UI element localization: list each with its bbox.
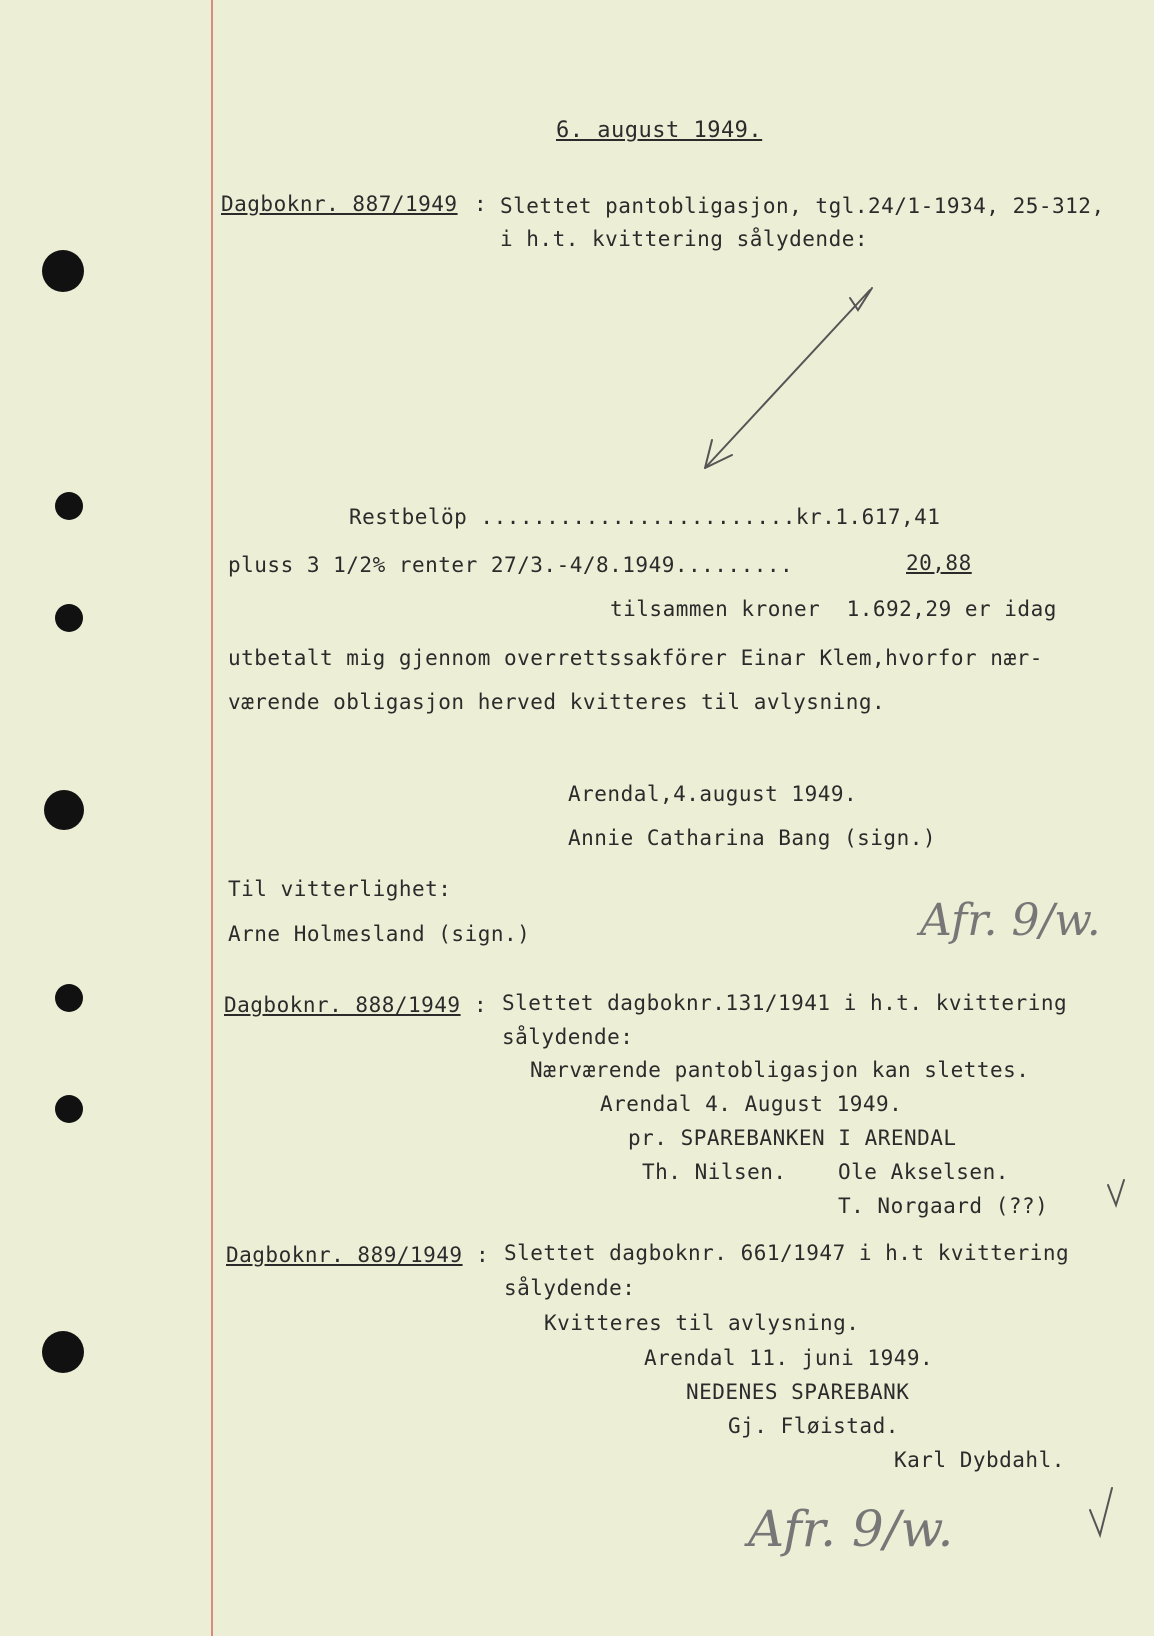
entry-887-colon: : <box>474 192 488 216</box>
interest-amount: 20,88 <box>906 551 972 575</box>
entry-889-line6: Gj. Fløistad. <box>728 1414 899 1438</box>
entry-888-line5: pr. SPAREBANKEN I ARENDAL <box>628 1126 957 1150</box>
interest-line: pluss 3 1/2% renter 27/3.-4/8.1949......... <box>228 553 794 577</box>
entry-888-line1: Slettet dagboknr.131/1941 i h.t. kvittering <box>502 991 1068 1015</box>
entry-887-line1: Slettet pantobligasjon, tgl.24/1-1934, 25-312, <box>500 194 1105 218</box>
rest-amount-line: Restbelöp ........................kr.1.617,41 <box>349 505 941 529</box>
entry-889-line5: NEDENES SPAREBANK <box>686 1380 910 1404</box>
witness-name: Arne Holmesland (sign.) <box>228 922 531 946</box>
entry-888-number: Dagboknr. 888/1949 <box>224 993 461 1017</box>
entry-889-line7: Karl Dybdahl. <box>894 1448 1065 1472</box>
entry-888-line2: sålydende: <box>502 1025 634 1049</box>
arrow-icon <box>705 290 870 468</box>
entry-888-line6b: Ole Akselsen. <box>838 1160 1009 1184</box>
entry-889-number: Dagboknr. 889/1949 <box>226 1243 463 1267</box>
check-mark-icon <box>1090 1488 1112 1535</box>
entry-888-line6a: Th. Nilsen. <box>642 1160 787 1184</box>
receipt-signer: Annie Catharina Bang (sign.) <box>568 826 937 850</box>
entry-889-line2: sålydende: <box>504 1276 636 1300</box>
entry-888-line4: Arendal 4. August 1949. <box>600 1092 903 1116</box>
page-date: 6. august 1949. <box>556 118 763 143</box>
receipt-body-line2: værende obligasjon herved kvitteres til avlysning. <box>228 690 886 714</box>
entry-888-line3: Nærværende pantobligasjon kan slettes. <box>530 1058 1030 1082</box>
receipt-body-line1: utbetalt mig gjennom overrettssakförer Einar Klem,hvorfor nær- <box>228 646 1043 670</box>
check-mark-icon <box>1108 1180 1124 1205</box>
entry-889-colon: : <box>476 1243 490 1267</box>
entry-889-line4: Arendal 11. juni 1949. <box>644 1346 934 1370</box>
handwritten-annotation: Afr. 9/w. <box>920 895 1101 946</box>
entry-889-line3: Kvitteres til avlysning. <box>544 1311 860 1335</box>
entry-887-line2: i h.t. kvittering sålydende: <box>500 227 869 251</box>
handwritten-annotation: Afr. 9/w. <box>748 1500 954 1558</box>
total-line: tilsammen kroner 1.692,29 er idag <box>610 597 1057 621</box>
entry-888-line7: T. Norgaard (??) <box>838 1194 1049 1218</box>
witness-label: Til vitterlighet: <box>228 877 452 901</box>
entry-889-line1: Slettet dagboknr. 661/1947 i h.t kvittering <box>504 1241 1070 1265</box>
entry-887-number: Dagboknr. 887/1949 <box>221 192 458 216</box>
entry-888-colon: : <box>474 993 488 1017</box>
receipt-place-date: Arendal,4.august 1949. <box>568 782 858 806</box>
